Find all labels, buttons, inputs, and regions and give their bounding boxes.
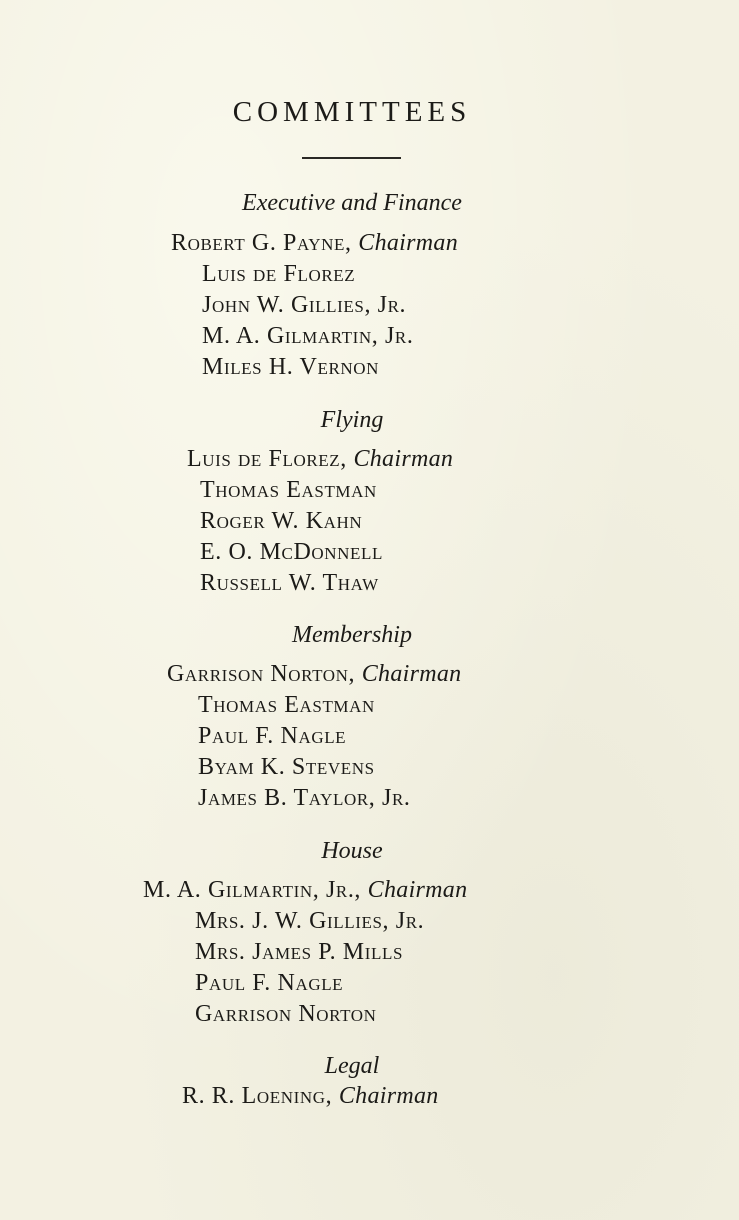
committee-heading-executive-finance: Executive and Finance [242, 190, 462, 216]
committee-member: James B. Taylor, Jr. [198, 785, 411, 811]
committee-chairman-flying [187, 444, 453, 474]
committee-member: Thomas Eastman [198, 692, 375, 718]
committee-member: M. A. Gilmartin, Jr. [202, 323, 414, 349]
committee-member: E. O. McDonnell [200, 539, 383, 565]
committee-member: Mrs. James P. Mills [195, 939, 404, 965]
committee-member: Roger W. Kahn [200, 508, 363, 534]
committee-member: John W. Gillies, Jr. [202, 292, 407, 318]
chairman-name: M. A. Gilmartin, Jr., [143, 877, 362, 903]
committee-chairman-membership [167, 659, 461, 689]
chairman-label: Chairman [338, 1083, 439, 1109]
committee-member: Miles H. Vernon [202, 354, 380, 380]
committee-chairman-house [143, 875, 467, 905]
chairman-name: R. R. Loening, [182, 1083, 333, 1109]
title-rule [302, 157, 401, 159]
chairman-name: Robert G. Payne, [171, 230, 352, 256]
chairman-label: Chairman [358, 230, 459, 256]
chairman-label: Chairman [353, 446, 454, 472]
chairman-label: Chairman [361, 661, 462, 687]
page-title: COMMITTEES [232, 96, 472, 128]
committee-heading-legal: Legal [324, 1053, 380, 1079]
committee-member: Thomas Eastman [200, 477, 377, 503]
committee-heading-house: House [321, 838, 383, 864]
committee-heading-flying: Flying [320, 407, 384, 433]
committee-member: Luis de Florez [202, 261, 356, 287]
committee-chairman-legal [182, 1081, 439, 1111]
committee-member: Paul F. Nagle [198, 723, 347, 749]
committee-member: Mrs. J. W. Gillies, Jr. [195, 908, 425, 934]
committee-member: Garrison Norton [195, 1001, 377, 1027]
chairman-label: Chairman [367, 877, 468, 903]
committee-member: Paul F. Nagle [195, 970, 344, 996]
committee-member: Russell W. Thaw [200, 570, 379, 596]
committee-heading-membership: Membership [292, 622, 412, 648]
chairman-name: Luis de Florez, [187, 446, 347, 472]
committee-chairman-executive-finance [171, 228, 458, 258]
chairman-name: Garrison Norton, [167, 661, 356, 687]
committee-member: Byam K. Stevens [198, 754, 375, 780]
